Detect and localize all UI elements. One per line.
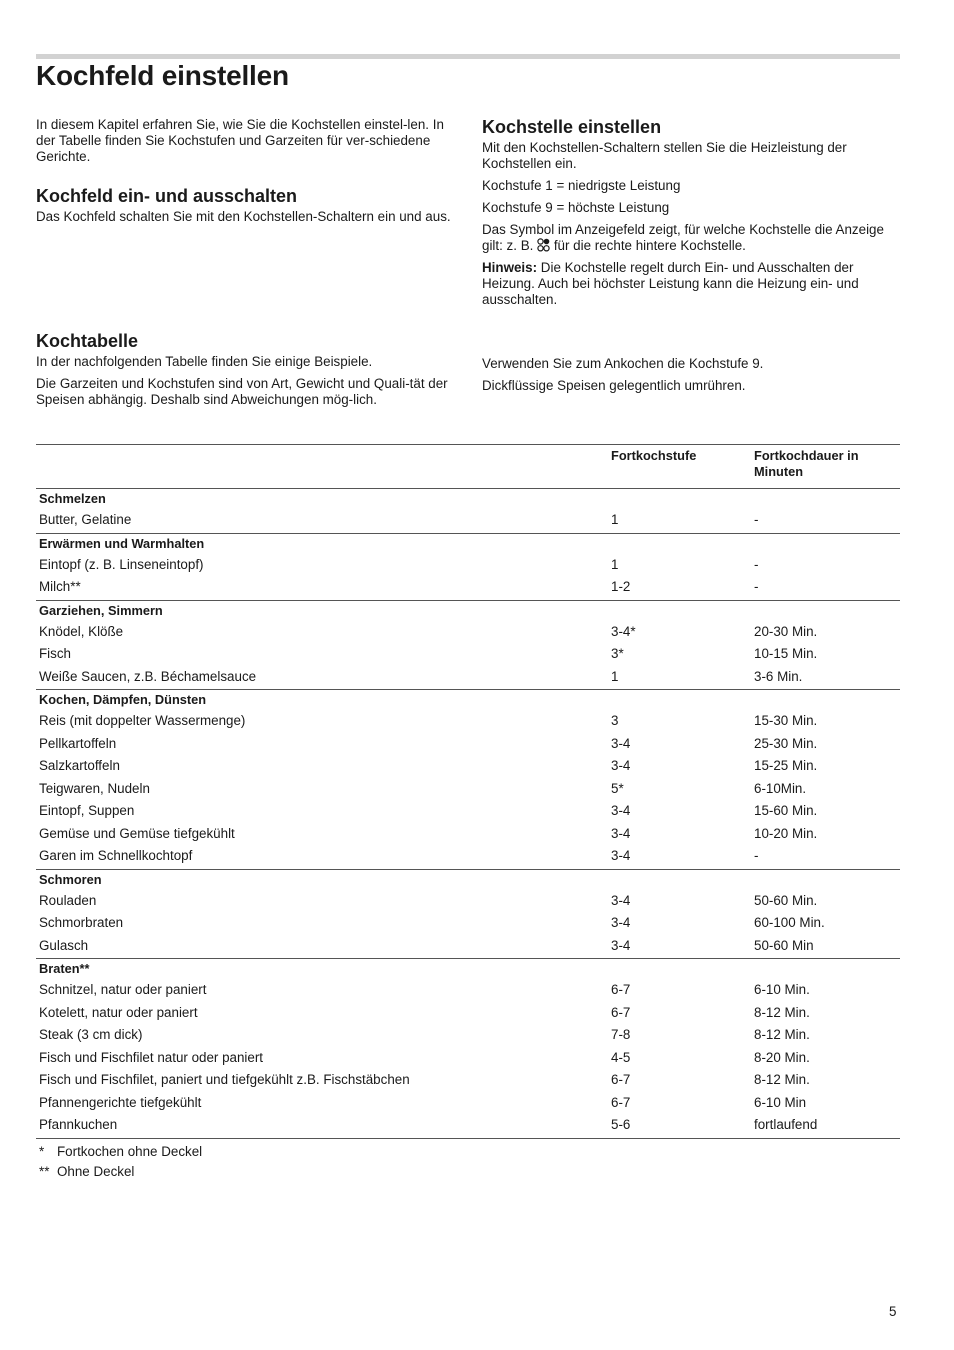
table-row — [36, 510, 900, 533]
group-title: Schmoren — [36, 869, 900, 891]
duration-cell: 6-10Min. — [754, 780, 807, 796]
footnote — [39, 1162, 202, 1182]
table-group — [36, 489, 900, 534]
section-title-onoff: Kochfeld ein- und ausschalten — [36, 186, 298, 206]
table-row — [36, 1093, 900, 1116]
level-cell: 3-4 — [611, 892, 631, 908]
table-row — [36, 577, 900, 600]
table-header-food — [36, 445, 608, 489]
group-title: Garziehen, Simmern — [36, 600, 900, 622]
level-cell: 3-4 — [611, 735, 631, 751]
table-header-level: Fortkochstufe — [608, 445, 751, 489]
level-cell: 6-7 — [611, 1094, 631, 1110]
food-cell: Eintopf (z. B. Linseneintopf) — [39, 556, 204, 572]
page-number: 5 — [889, 1304, 897, 1319]
group-title: Erwärmen und Warmhalten — [36, 533, 900, 555]
kochstelle-p1: Mit den Kochstellen-Schaltern stellen Sie die Heizleistung der Kochstellen ein. — [482, 140, 847, 171]
table-row — [36, 891, 900, 914]
table-row — [36, 801, 900, 824]
level-cell: 6-7 — [611, 1004, 631, 1020]
duration-cell: 8-12 Min. — [754, 1027, 810, 1042]
burner-rear-right-icon — [537, 238, 550, 252]
header-rule — [36, 54, 900, 59]
level-cell: 3-4 — [611, 848, 631, 863]
table-row — [36, 756, 900, 779]
table-group-header — [36, 869, 900, 891]
duration-cell: 20-30 Min. — [754, 623, 818, 639]
table-group — [36, 869, 900, 959]
kochtabelle-p3: Verwenden Sie zum Ankochen die Kochstufe 9. — [482, 356, 764, 371]
table-row — [36, 1003, 900, 1026]
duration-cell: 15-30 Min. — [754, 713, 818, 728]
group-title: Schmelzen — [39, 491, 106, 506]
duration-cell: 6-10 Min. — [754, 982, 810, 997]
food-cell: Fisch und Fischfilet natur oder paniert — [39, 1049, 264, 1065]
level-cell: 5-6 — [608, 1115, 751, 1138]
food-cell: Knödel, Klöße — [39, 623, 124, 639]
table-row — [36, 555, 900, 578]
duration-cell: 50-60 Min. — [754, 892, 818, 908]
kochstelle-p3: Kochstufe 9 = höchste Leistung — [482, 200, 670, 215]
table-row — [36, 1048, 900, 1071]
duration-cell: fortlaufend — [751, 1115, 900, 1138]
level-cell: 3-4* — [611, 623, 636, 639]
level-cell: 1 — [611, 668, 619, 684]
table-group-header — [36, 690, 900, 712]
table-group — [36, 959, 900, 1139]
table-row — [36, 667, 900, 690]
level-cell: 6-7 — [611, 982, 631, 997]
food-cell: Gulasch — [39, 937, 89, 953]
note-text: Die Kochstelle regelt durch Ein- und Ausschalten der Heizung. Auch bei höchster Leistung kann die Heizung ein- und ausschalten. — [482, 260, 859, 307]
table-group-header — [36, 959, 900, 981]
intro-text: In diesem Kapitel erfahren Sie, wie Sie die Kochstellen einstel-len. In der Tabelle finden Sie Kochstufen und Garzeiten für ver-schiedene Gerichte. — [36, 117, 444, 164]
duration-cell: 60-100 Min. — [754, 915, 825, 930]
table-row — [36, 644, 900, 667]
level-cell: 3* — [611, 646, 624, 661]
level-cell: 3-4 — [611, 937, 631, 953]
duration-cell: 25-30 Min. — [754, 735, 818, 751]
food-cell: Milch** — [39, 579, 81, 594]
section-title-kochstelle: Kochstelle einstellen — [482, 117, 662, 137]
table-header-duration: Fortkochdauer in Minuten — [751, 445, 900, 489]
duration-cell: - — [754, 579, 759, 594]
level-cell: 4-5 — [611, 1049, 631, 1065]
food-cell: Butter, Gelatine — [39, 512, 132, 527]
table-row — [36, 734, 900, 757]
table-group-header — [36, 600, 900, 622]
food-cell: Fisch — [39, 646, 71, 661]
duration-cell: 15-25 Min. — [754, 758, 818, 773]
duration-cell: 8-12 Min. — [754, 1004, 810, 1020]
footnote-text: Ohne Deckel — [57, 1164, 135, 1179]
symbol-text-b: für die rechte hintere Kochstelle. — [553, 238, 746, 253]
footnote-mark: * — [39, 1144, 45, 1159]
table-group-header — [36, 489, 900, 511]
table-row — [36, 936, 900, 959]
footnote-text: Fortkochen ohne Deckel — [57, 1144, 203, 1159]
food-cell: Weiße Saucen, z.B. Béchamelsauce — [39, 668, 257, 684]
duration-cell: 6-10 Min — [754, 1094, 807, 1110]
left-column — [36, 117, 454, 231]
table-group — [36, 600, 900, 690]
kochstelle-p4 — [482, 222, 900, 254]
level-cell: 3-4 — [611, 825, 631, 841]
food-cell: Kotelett, natur oder paniert — [39, 1004, 198, 1020]
food-cell: Garen im Schnellkochtopf — [39, 848, 193, 863]
level-cell: 5* — [611, 780, 624, 796]
food-cell: Rouladen — [39, 892, 97, 908]
section-title-kochtabelle: Kochtabelle — [36, 331, 139, 351]
duration-cell: 15-60 Min. — [754, 803, 818, 818]
note-label: Hinweis: — [482, 260, 538, 275]
cooking-table — [36, 444, 900, 1139]
kochtabelle-left — [36, 330, 454, 414]
table-row — [36, 1070, 900, 1093]
level-cell: 1-2 — [611, 579, 631, 594]
level-cell: 3 — [611, 713, 619, 728]
food-cell: Pfannengerichte tiefgekühlt — [39, 1094, 202, 1110]
duration-cell: 8-20 Min. — [754, 1049, 810, 1065]
food-cell: Steak (3 cm dick) — [39, 1027, 143, 1042]
kochtabelle-p2: Die Garzeiten und Kochstufen sind von Art, Gewicht und Quali-tät der Speisen abhängig. Deshalb sind Abweichungen mög-lich. — [36, 376, 448, 407]
kochstelle-p2: Kochstufe 1 = niedrigste Leistung — [482, 178, 681, 193]
food-cell: Teigwaren, Nudeln — [39, 780, 150, 796]
food-cell: Fisch und Fischfilet, paniert und tiefgekühlt z.B. Fischstäbchen — [39, 1072, 410, 1087]
food-cell: Salzkartoffeln — [39, 758, 120, 773]
duration-cell: 3-6 Min. — [754, 668, 803, 684]
symbol-text-a: Das Symbol im Anzeigefeld zeigt, für welche Kochstelle die Anzeige gilt: z. B. — [482, 222, 884, 253]
duration-cell: 10-20 Min. — [754, 825, 818, 841]
table-row — [36, 846, 900, 869]
table-group — [36, 690, 900, 870]
food-cell: Pellkartoffeln — [39, 735, 117, 751]
table-row — [36, 622, 900, 645]
level-cell: 7-8 — [611, 1027, 631, 1042]
table-row — [36, 824, 900, 847]
table-row — [36, 1025, 900, 1048]
duration-cell: 8-12 Min. — [754, 1072, 810, 1087]
table-row — [36, 1115, 900, 1138]
note-paragraph — [482, 260, 900, 308]
duration-cell: 10-15 Min. — [754, 646, 818, 661]
table-group-header — [36, 533, 900, 555]
duration-cell: - — [754, 512, 759, 527]
table-row — [36, 779, 900, 802]
group-title: Kochen, Dämpfen, Dünsten — [36, 690, 900, 712]
page-title: Kochfeld einstellen — [36, 60, 289, 91]
food-cell: Gemüse und Gemüse tiefgekühlt — [39, 825, 235, 841]
kochtabelle-p4: Dickflüssige Speisen gelegentlich umrühren. — [482, 378, 746, 393]
level-cell: 1 — [611, 556, 619, 572]
group-title: Braten** — [36, 959, 900, 981]
kochtabelle-p1: In der nachfolgenden Tabelle finden Sie einige Beispiele. — [36, 354, 373, 369]
food-cell: Schnitzel, natur oder paniert — [39, 982, 207, 997]
table-row — [36, 711, 900, 734]
level-cell: 3-4 — [611, 803, 631, 818]
duration-cell: 50-60 Min — [754, 937, 814, 953]
kochtabelle-right — [482, 356, 900, 400]
table-row — [36, 980, 900, 1003]
footnotes — [39, 1142, 202, 1182]
food-cell: Pfannkuchen — [36, 1115, 608, 1138]
food-cell: Reis (mit doppelter Wassermenge) — [39, 713, 246, 728]
table-group — [36, 533, 900, 600]
footnote — [39, 1142, 202, 1162]
level-cell: 6-7 — [611, 1072, 631, 1087]
table-row — [36, 913, 900, 936]
duration-cell: - — [754, 556, 759, 572]
level-cell: 1 — [611, 512, 619, 527]
right-column — [482, 116, 900, 314]
food-cell: Schmorbraten — [39, 915, 124, 930]
level-cell: 3-4 — [611, 758, 631, 773]
footnote-mark: ** — [39, 1164, 50, 1179]
onoff-text: Das Kochfeld schalten Sie mit den Kochstellen-Schaltern ein und aus. — [36, 209, 451, 224]
level-cell: 3-4 — [611, 915, 631, 930]
duration-cell: - — [754, 848, 759, 863]
table-header-row — [36, 445, 900, 489]
food-cell: Eintopf, Suppen — [39, 803, 135, 818]
